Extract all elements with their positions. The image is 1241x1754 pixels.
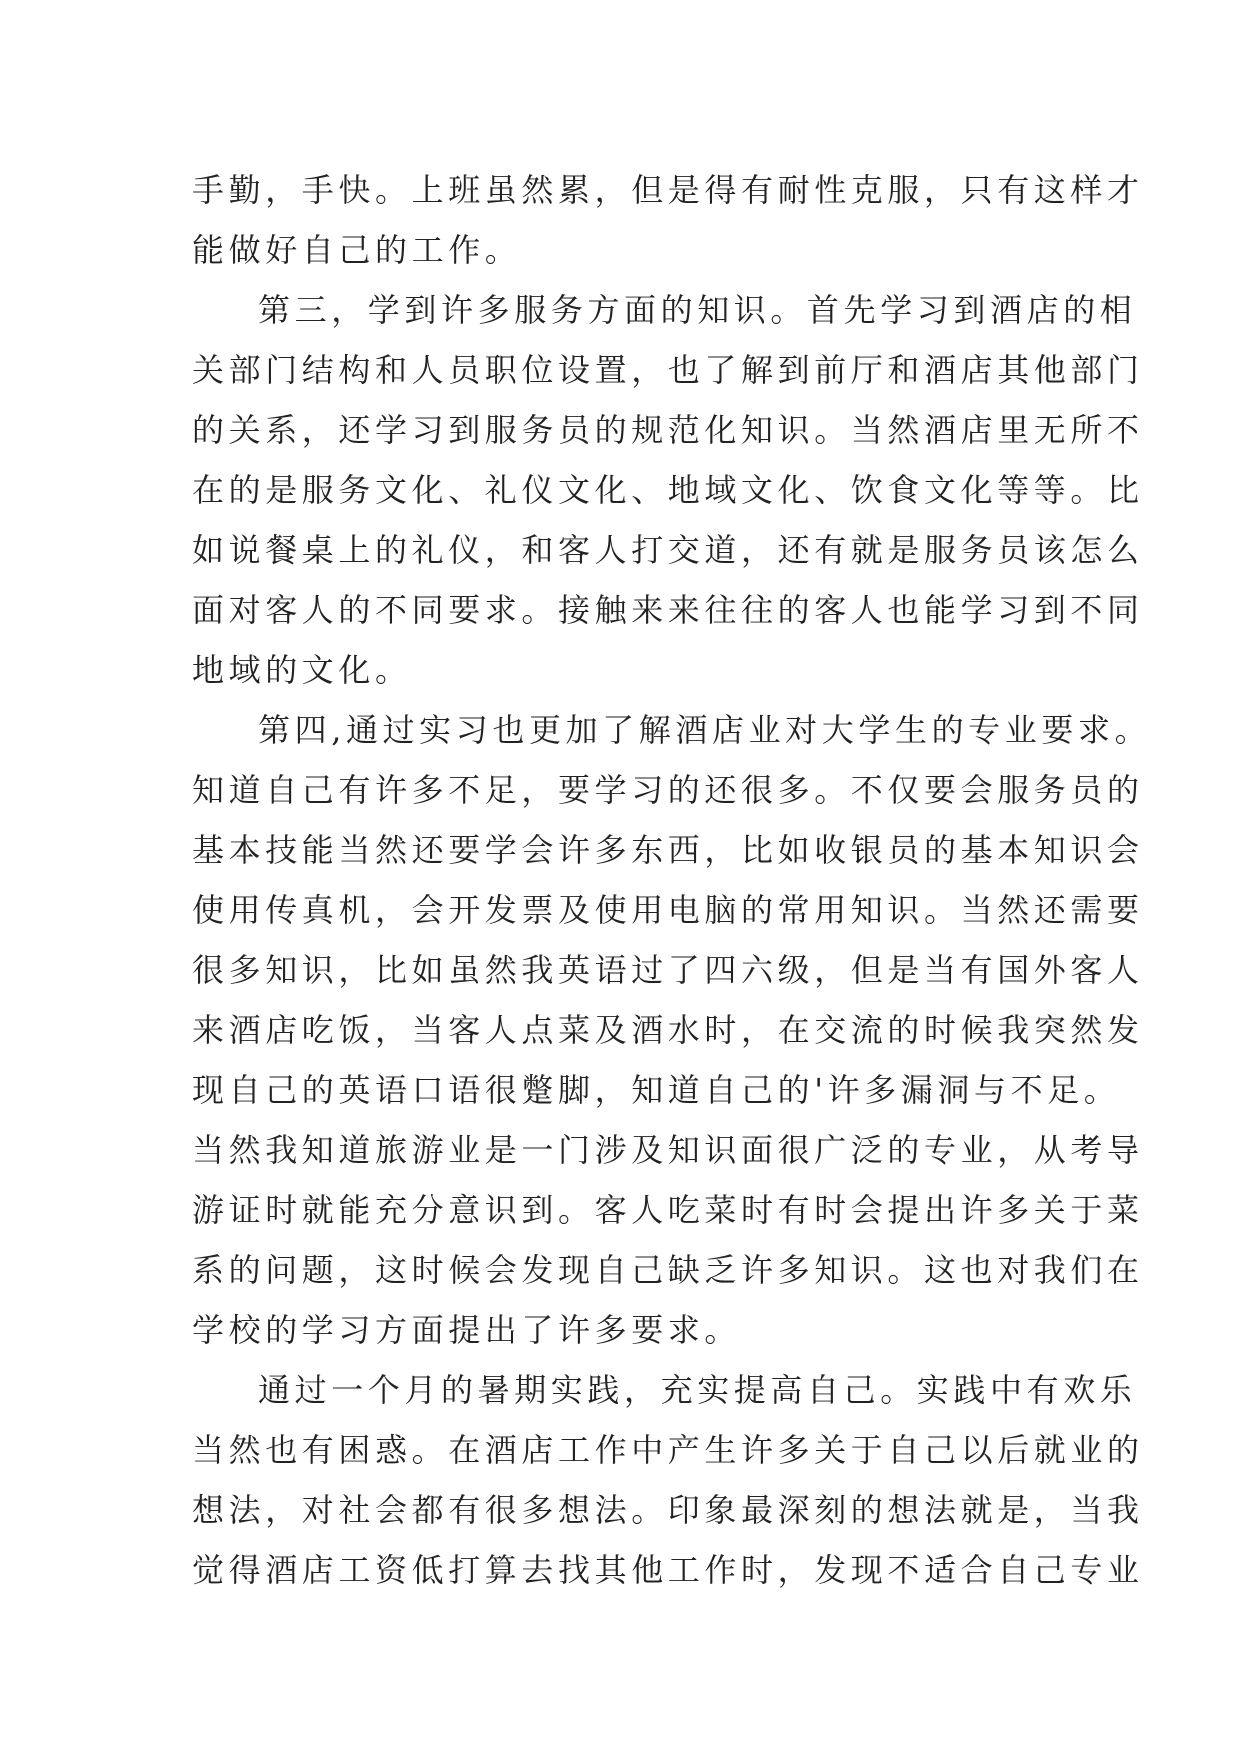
text-line: 如说餐桌上的礼仪，和客人打交道，还有就是服务员该怎么 (192, 531, 1144, 569)
text-line: 基本技能当然还要学会许多东西，比如收银员的基本知识会 (192, 831, 1144, 869)
text-line: 来酒店吃饭，当客人点菜及酒水时，在交流的时候我突然发 (192, 1011, 1144, 1049)
text-line: 知道自己有许多不足，要学习的还很多。不仅要会服务员的 (192, 771, 1144, 809)
text-line: 想法，对社会都有很多想法。印象最深刻的想法就是，当我 (192, 1491, 1144, 1529)
text-line: 使用传真机，会开发票及使用电脑的常用知识。当然还需要 (192, 891, 1144, 929)
text-line: 当然也有困惑。在酒店工作中产生许多关于自己以后就业的 (192, 1431, 1144, 1469)
text-line: 游证时就能充分意识到。客人吃菜时有时会提出许多关于菜 (192, 1191, 1144, 1229)
text-line: 现自己的英语口语很蹩脚，知道自己的'许多漏洞与不足。 (192, 1071, 1121, 1109)
text-line: 的关系，还学习到服务员的规范化知识。当然酒店里无所不 (192, 411, 1144, 449)
text-line: 学校的学习方面提出了许多要求。 (192, 1311, 742, 1349)
text-line: 系的问题，这时候会发现自己缺乏许多知识。这也对我们在 (192, 1251, 1144, 1289)
text-line: 手勤，手快。上班虽然累，但是得有耐性克服，只有这样才 (192, 171, 1144, 209)
text-line: 当然我知道旅游业是一门涉及知识面很广泛的专业，从考导 (192, 1131, 1144, 1169)
text-line: 第四,通过实习也更加了解酒店业对大学生的专业要求。 (258, 711, 1152, 749)
text-line: 关部门结构和人员职位设置，也了解到前厅和酒店其他部门 (192, 351, 1144, 389)
text-line: 觉得酒店工资低打算去找其他工作时，发现不适合自己专业 (192, 1551, 1144, 1589)
body-text (192, 160, 1152, 1600)
text-line: 面对客人的不同要求。接触来来往往的客人也能学习到不同 (192, 591, 1144, 629)
text-line: 地域的文化。 (192, 651, 412, 689)
text-line: 第三，学到许多服务方面的知识。首先学习到酒店的相 (258, 291, 1137, 329)
text-line: 通过一个月的暑期实践，充实提高自己。实践中有欢乐 (258, 1371, 1137, 1409)
text-line: 能做好自己的工作。 (192, 231, 522, 269)
text-line: 很多知识，比如虽然我英语过了四六级，但是当有国外客人 (192, 951, 1144, 989)
text-line: 在的是服务文化、礼仪文化、地域文化、饮食文化等等。比 (192, 471, 1144, 509)
